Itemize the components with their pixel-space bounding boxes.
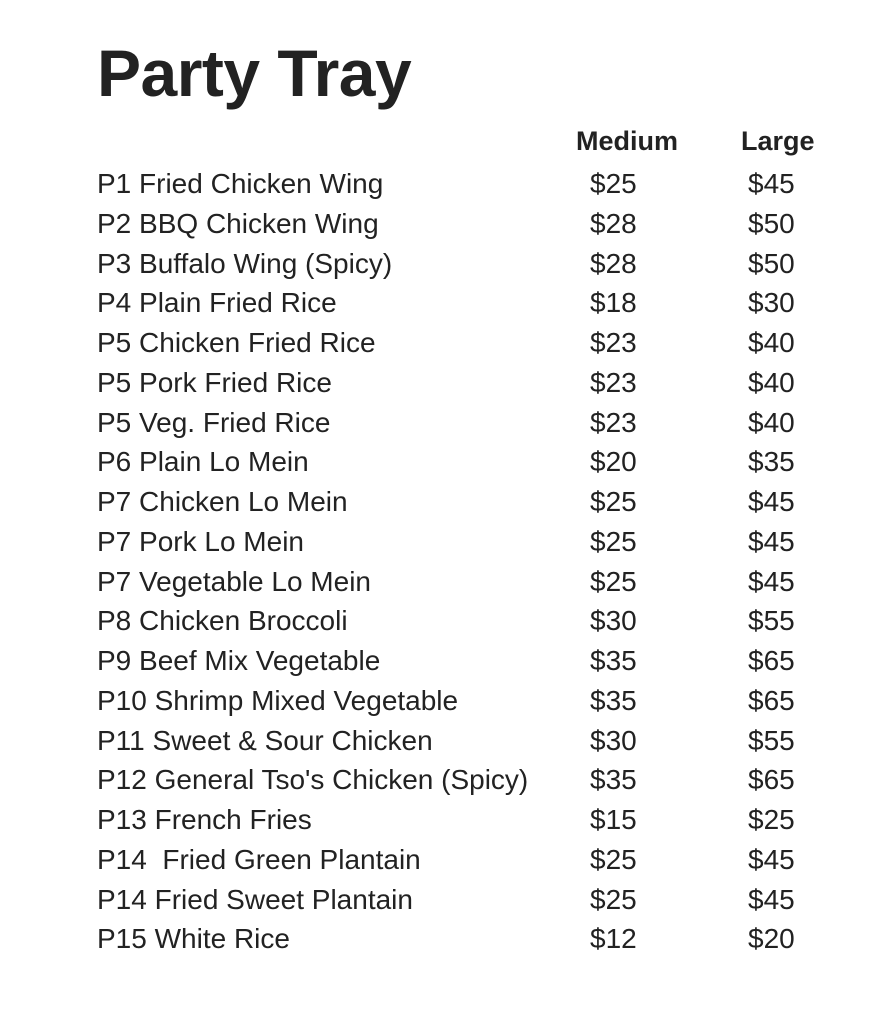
- menu-item-price-large: $50: [748, 207, 795, 239]
- menu-item-price-large: $40: [748, 366, 795, 398]
- menu-item-price-large: $40: [748, 327, 795, 358]
- menu-item-price-medium: $25: [590, 486, 637, 517]
- menu-item-price-medium: $25: [590, 525, 637, 557]
- menu-item-row: [97, 244, 857, 284]
- menu-item-price-medium: $18: [590, 287, 637, 319]
- menu-item-price-medium: $35: [590, 764, 637, 796]
- menu-item-price-large: $65: [748, 764, 795, 796]
- column-header-large: Large: [741, 126, 815, 156]
- menu-item-price-large: $65: [748, 684, 795, 716]
- menu-item-row: [97, 442, 857, 482]
- menu-item-price-medium: $25: [590, 843, 637, 875]
- menu-item-name: P11 Sweet & Sour Chicken: [97, 724, 433, 756]
- menu-item-name: P4 Plain Fried Rice: [97, 287, 337, 319]
- menu-item-row: [97, 283, 857, 323]
- menu-item-row: [97, 522, 857, 562]
- menu-item-row: [97, 482, 857, 522]
- menu-item-price-large: $45: [748, 168, 795, 199]
- menu-item-row: [97, 363, 857, 403]
- menu-item-name: P9 Beef Mix Vegetable: [97, 645, 381, 676]
- menu-item-price-large: $55: [748, 605, 795, 637]
- menu-item-name: P13 French Fries: [97, 804, 312, 835]
- menu-item-row: [97, 721, 857, 761]
- menu-item-price-medium: $12: [590, 923, 637, 955]
- menu-item-price-medium: $25: [590, 168, 637, 199]
- menu-item-price-medium: $23: [590, 366, 637, 398]
- page-title: Party Tray: [97, 36, 412, 110]
- menu-item-name: P2 BBQ Chicken Wing: [97, 207, 379, 239]
- menu-item-name: P15 White Rice: [97, 923, 290, 955]
- menu-item-price-medium: $23: [590, 327, 637, 358]
- menu-item-row: [97, 800, 857, 840]
- menu-item-price-large: $40: [748, 406, 795, 438]
- menu-item-row: [97, 919, 857, 959]
- menu-item-row: [97, 164, 857, 204]
- menu-item-name: P3 Buffalo Wing (Spicy): [97, 247, 393, 279]
- column-header-medium: Medium: [576, 126, 679, 156]
- menu-item-name: P7 Pork Lo Mein: [97, 525, 304, 557]
- menu-item-name: P1 Fried Chicken Wing: [97, 168, 384, 199]
- menu-item-price-large: $50: [748, 247, 795, 279]
- menu-item-name: P5 Chicken Fried Rice: [97, 327, 376, 358]
- menu-item-row: [97, 760, 857, 800]
- menu-item-name: P7 Vegetable Lo Mein: [97, 565, 371, 597]
- menu-item-name: P5 Veg. Fried Rice: [97, 406, 331, 438]
- menu-item-price-medium: $25: [590, 883, 637, 915]
- menu-item-price-medium: $28: [590, 247, 637, 279]
- menu-item-name: P8 Chicken Broccoli: [97, 605, 348, 637]
- menu-item-row: [97, 641, 857, 681]
- menu-item-row: [97, 204, 857, 244]
- menu-list: [97, 164, 857, 959]
- menu-item-price-large: $65: [748, 645, 795, 676]
- menu-item-row: [97, 840, 857, 880]
- menu-item-price-large: $30: [748, 287, 795, 319]
- menu-item-row: [97, 323, 857, 363]
- menu-item-price-medium: $23: [590, 406, 637, 438]
- menu-item-price-medium: $30: [590, 724, 637, 756]
- menu-item-price-large: $35: [748, 446, 795, 478]
- menu-item-price-large: $45: [748, 486, 795, 517]
- menu-item-row: [97, 880, 857, 920]
- menu-item-price-medium: $35: [590, 645, 637, 676]
- menu-item-price-large: $45: [748, 883, 795, 915]
- menu-item-row: [97, 403, 857, 443]
- menu-item-price-large: $45: [748, 565, 795, 597]
- menu-item-name: P6 Plain Lo Mein: [97, 446, 309, 478]
- menu-item-name: P10 Shrimp Mixed Vegetable: [97, 684, 459, 716]
- menu-item-price-medium: $15: [590, 804, 637, 835]
- menu-item-price-medium: $25: [590, 565, 637, 597]
- menu-item-name: P5 Pork Fried Rice: [97, 366, 332, 398]
- menu-item-price-medium: $30: [590, 605, 637, 637]
- menu-item-name: P12 General Tso's Chicken (Spicy): [97, 764, 529, 796]
- menu-item-name: P14 Fried Sweet Plantain: [97, 883, 413, 915]
- menu-item-price-large: $55: [748, 724, 795, 756]
- menu-item-row: [97, 601, 857, 641]
- menu-item-price-large: $45: [748, 525, 795, 557]
- menu-item-name: P14 Fried Green Plantain: [97, 843, 421, 875]
- menu-item-price-large: $25: [748, 804, 795, 835]
- menu-item-row: [97, 562, 857, 602]
- menu-item-price-medium: $28: [590, 207, 637, 239]
- menu-item-price-large: $45: [748, 843, 795, 875]
- menu-item-price-medium: $20: [590, 446, 637, 478]
- menu-item-price-medium: $35: [590, 684, 637, 716]
- menu-item-name: P7 Chicken Lo Mein: [97, 486, 348, 517]
- menu-item-price-large: $20: [748, 923, 795, 955]
- menu-item-row: [97, 681, 857, 721]
